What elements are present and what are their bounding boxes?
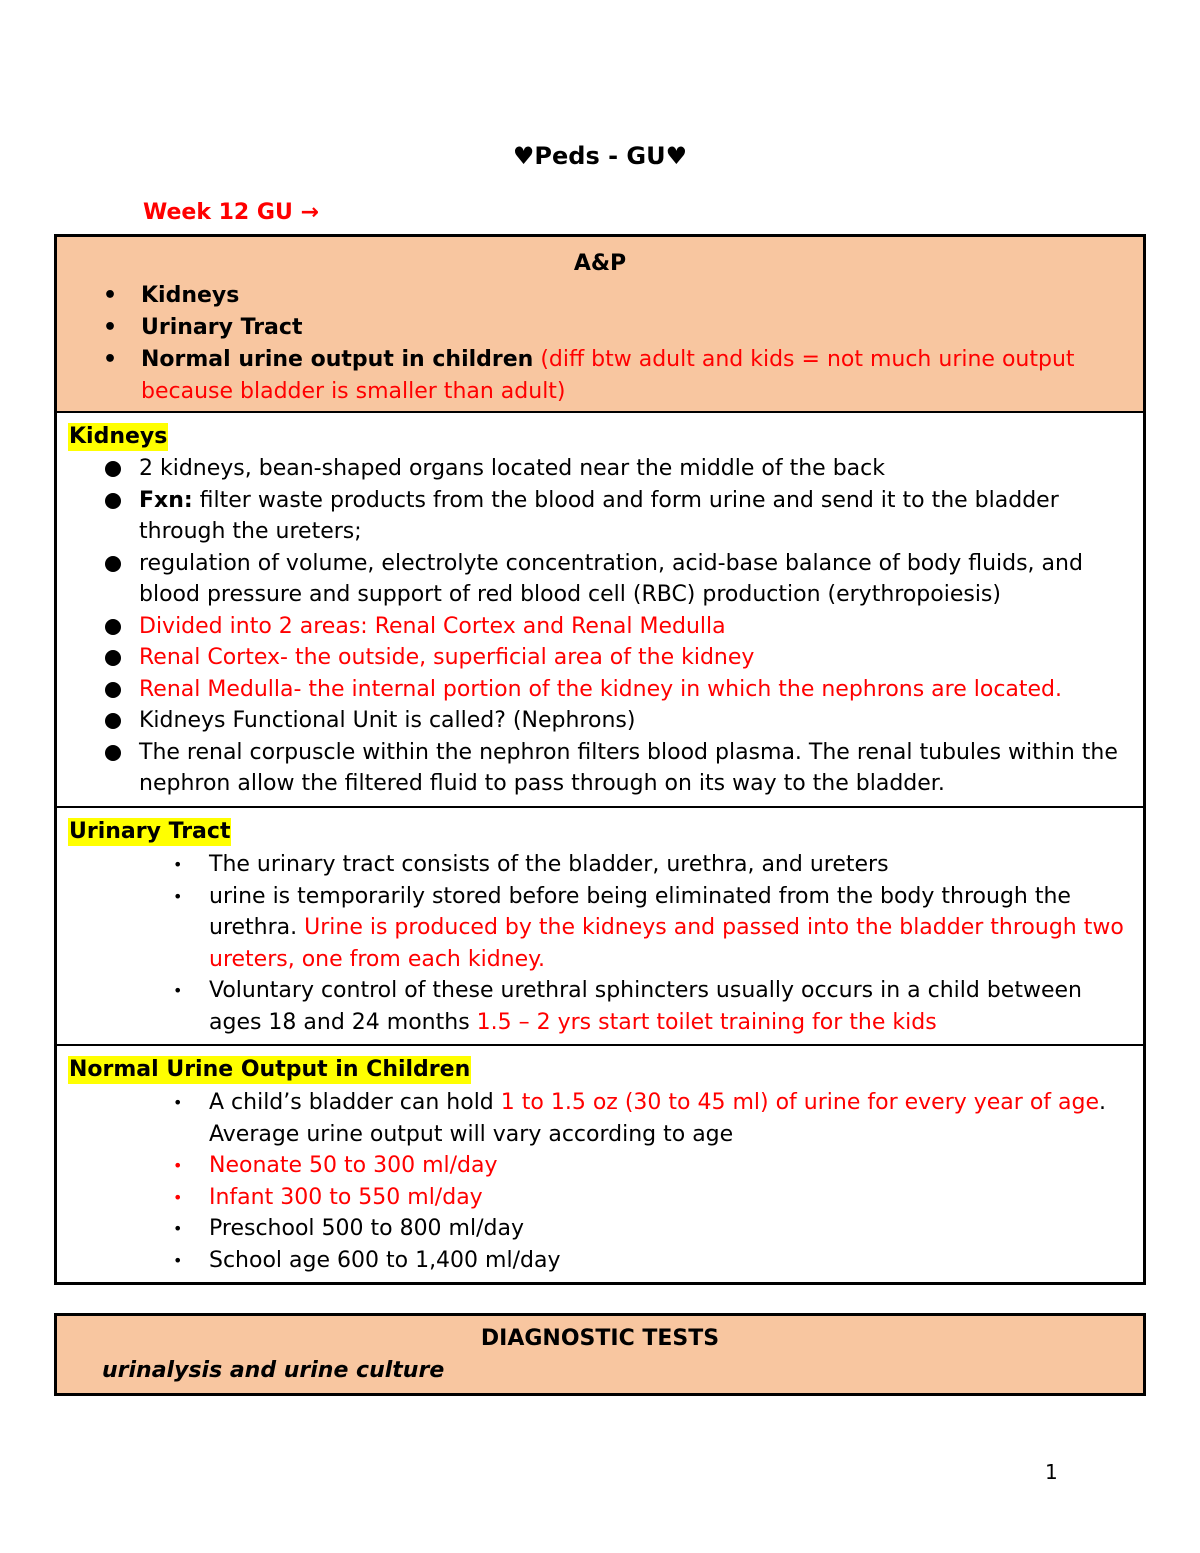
ap-item3-note: (diff btw adult and kids = not much urine output because bladder is smaller than adult) <box>141 347 1075 404</box>
list-item: • Infant 300 to 550 ml/day <box>173 1182 1129 1214</box>
ap-section <box>57 237 1143 413</box>
ap-list <box>103 280 1083 408</box>
kidneys-list <box>105 453 1123 800</box>
page-title: ♥Peds - GU♥ <box>512 142 688 170</box>
output-list <box>173 1087 1129 1276</box>
list-item: • Neonate 50 to 300 ml/day <box>173 1150 1129 1182</box>
list-item: 2 kidneys, bean-shaped organs located near the middle of the back <box>105 453 1123 485</box>
ap-item3-bold: Normal urine output in children <box>141 347 534 372</box>
week-heading: Week 12 GU → <box>143 200 319 225</box>
list-item: Kidneys Functional Unit is called? (Nephrons) <box>105 705 1123 737</box>
list-item <box>173 975 1129 1038</box>
fxn-text: filter waste products from the blood and form urine and send it to the bladder through the ureters; <box>139 487 1059 544</box>
kidneys-section <box>57 413 1143 808</box>
diagnostic-subtitle: urinalysis and urine culture <box>102 1358 445 1383</box>
ap-item-urinary-tract: • Urinary Tract <box>103 312 1083 344</box>
ap-heading: A&P <box>573 251 627 276</box>
list-item <box>173 1087 1129 1150</box>
output-b1-end: . Average urine output will vary according to age <box>209 1090 1107 1147</box>
notes-table <box>54 234 1146 1285</box>
kidneys-label: Kidneys <box>69 424 168 449</box>
urine-output-section <box>57 1046 1143 1282</box>
diagnostic-tests-box <box>54 1313 1146 1396</box>
urinary-b3-text: Voluntary control of these urethral sphincters usually occurs in a child between ages 18 and 24 months <box>209 978 1082 1035</box>
list-item <box>173 881 1129 976</box>
ap-item-urine-output <box>103 344 1083 408</box>
list-item: The renal corpuscle within the nephron filters blood plasma. The renal tubules within the nephron allow the filtered fluid to pass through on its way to the bladder. <box>105 737 1123 800</box>
page-number: 1 <box>1045 1460 1058 1484</box>
list-item: Renal Medulla- the internal portion of the kidney in which the nephrons are located. <box>105 674 1123 706</box>
list-item: Divided into 2 areas: Renal Cortex and Renal Medulla <box>105 611 1123 643</box>
urinary-list <box>173 849 1129 1038</box>
fxn-label: Fxn: <box>139 487 193 513</box>
urinary-tract-label: Urinary Tract <box>69 819 231 844</box>
list-item: • Preschool 500 to 800 ml/day <box>173 1213 1129 1245</box>
urinary-b3-red: 1.5 – 2 yrs start toilet training for the kids <box>476 1009 937 1035</box>
list-item: • School age 600 to 1,400 ml/day <box>173 1245 1129 1277</box>
ap-item-kidneys: • Kidneys <box>103 280 1083 312</box>
urinary-b2-text: urine is temporarily stored before being eliminated from the body through the urethra. <box>209 883 1071 940</box>
urinary-b2-red: Urine is produced by the kidneys and passed into the bladder through two ureters, one from each kidney. <box>209 915 1124 972</box>
list-item: • The urinary tract consists of the bladder, urethra, and ureters <box>173 849 1129 881</box>
output-b1-red: 1 to 1.5 oz (30 to 45 ml) of urine for every year of age <box>500 1090 1100 1115</box>
list-item: regulation of volume, electrolyte concentration, acid-base balance of body fluids, and blood pressure and support of red blood cell (RBC) production (erythropoiesis) <box>105 548 1123 611</box>
diagnostic-heading: DIAGNOSTIC TESTS <box>480 1326 720 1351</box>
output-b1-text: A child’s bladder can hold <box>209 1090 501 1115</box>
urine-output-label: Normal Urine Output in Children <box>69 1057 471 1082</box>
list-item <box>105 485 1123 548</box>
list-item: Renal Cortex- the outside, superficial area of the kidney <box>105 642 1123 674</box>
urinary-tract-section <box>57 808 1143 1046</box>
